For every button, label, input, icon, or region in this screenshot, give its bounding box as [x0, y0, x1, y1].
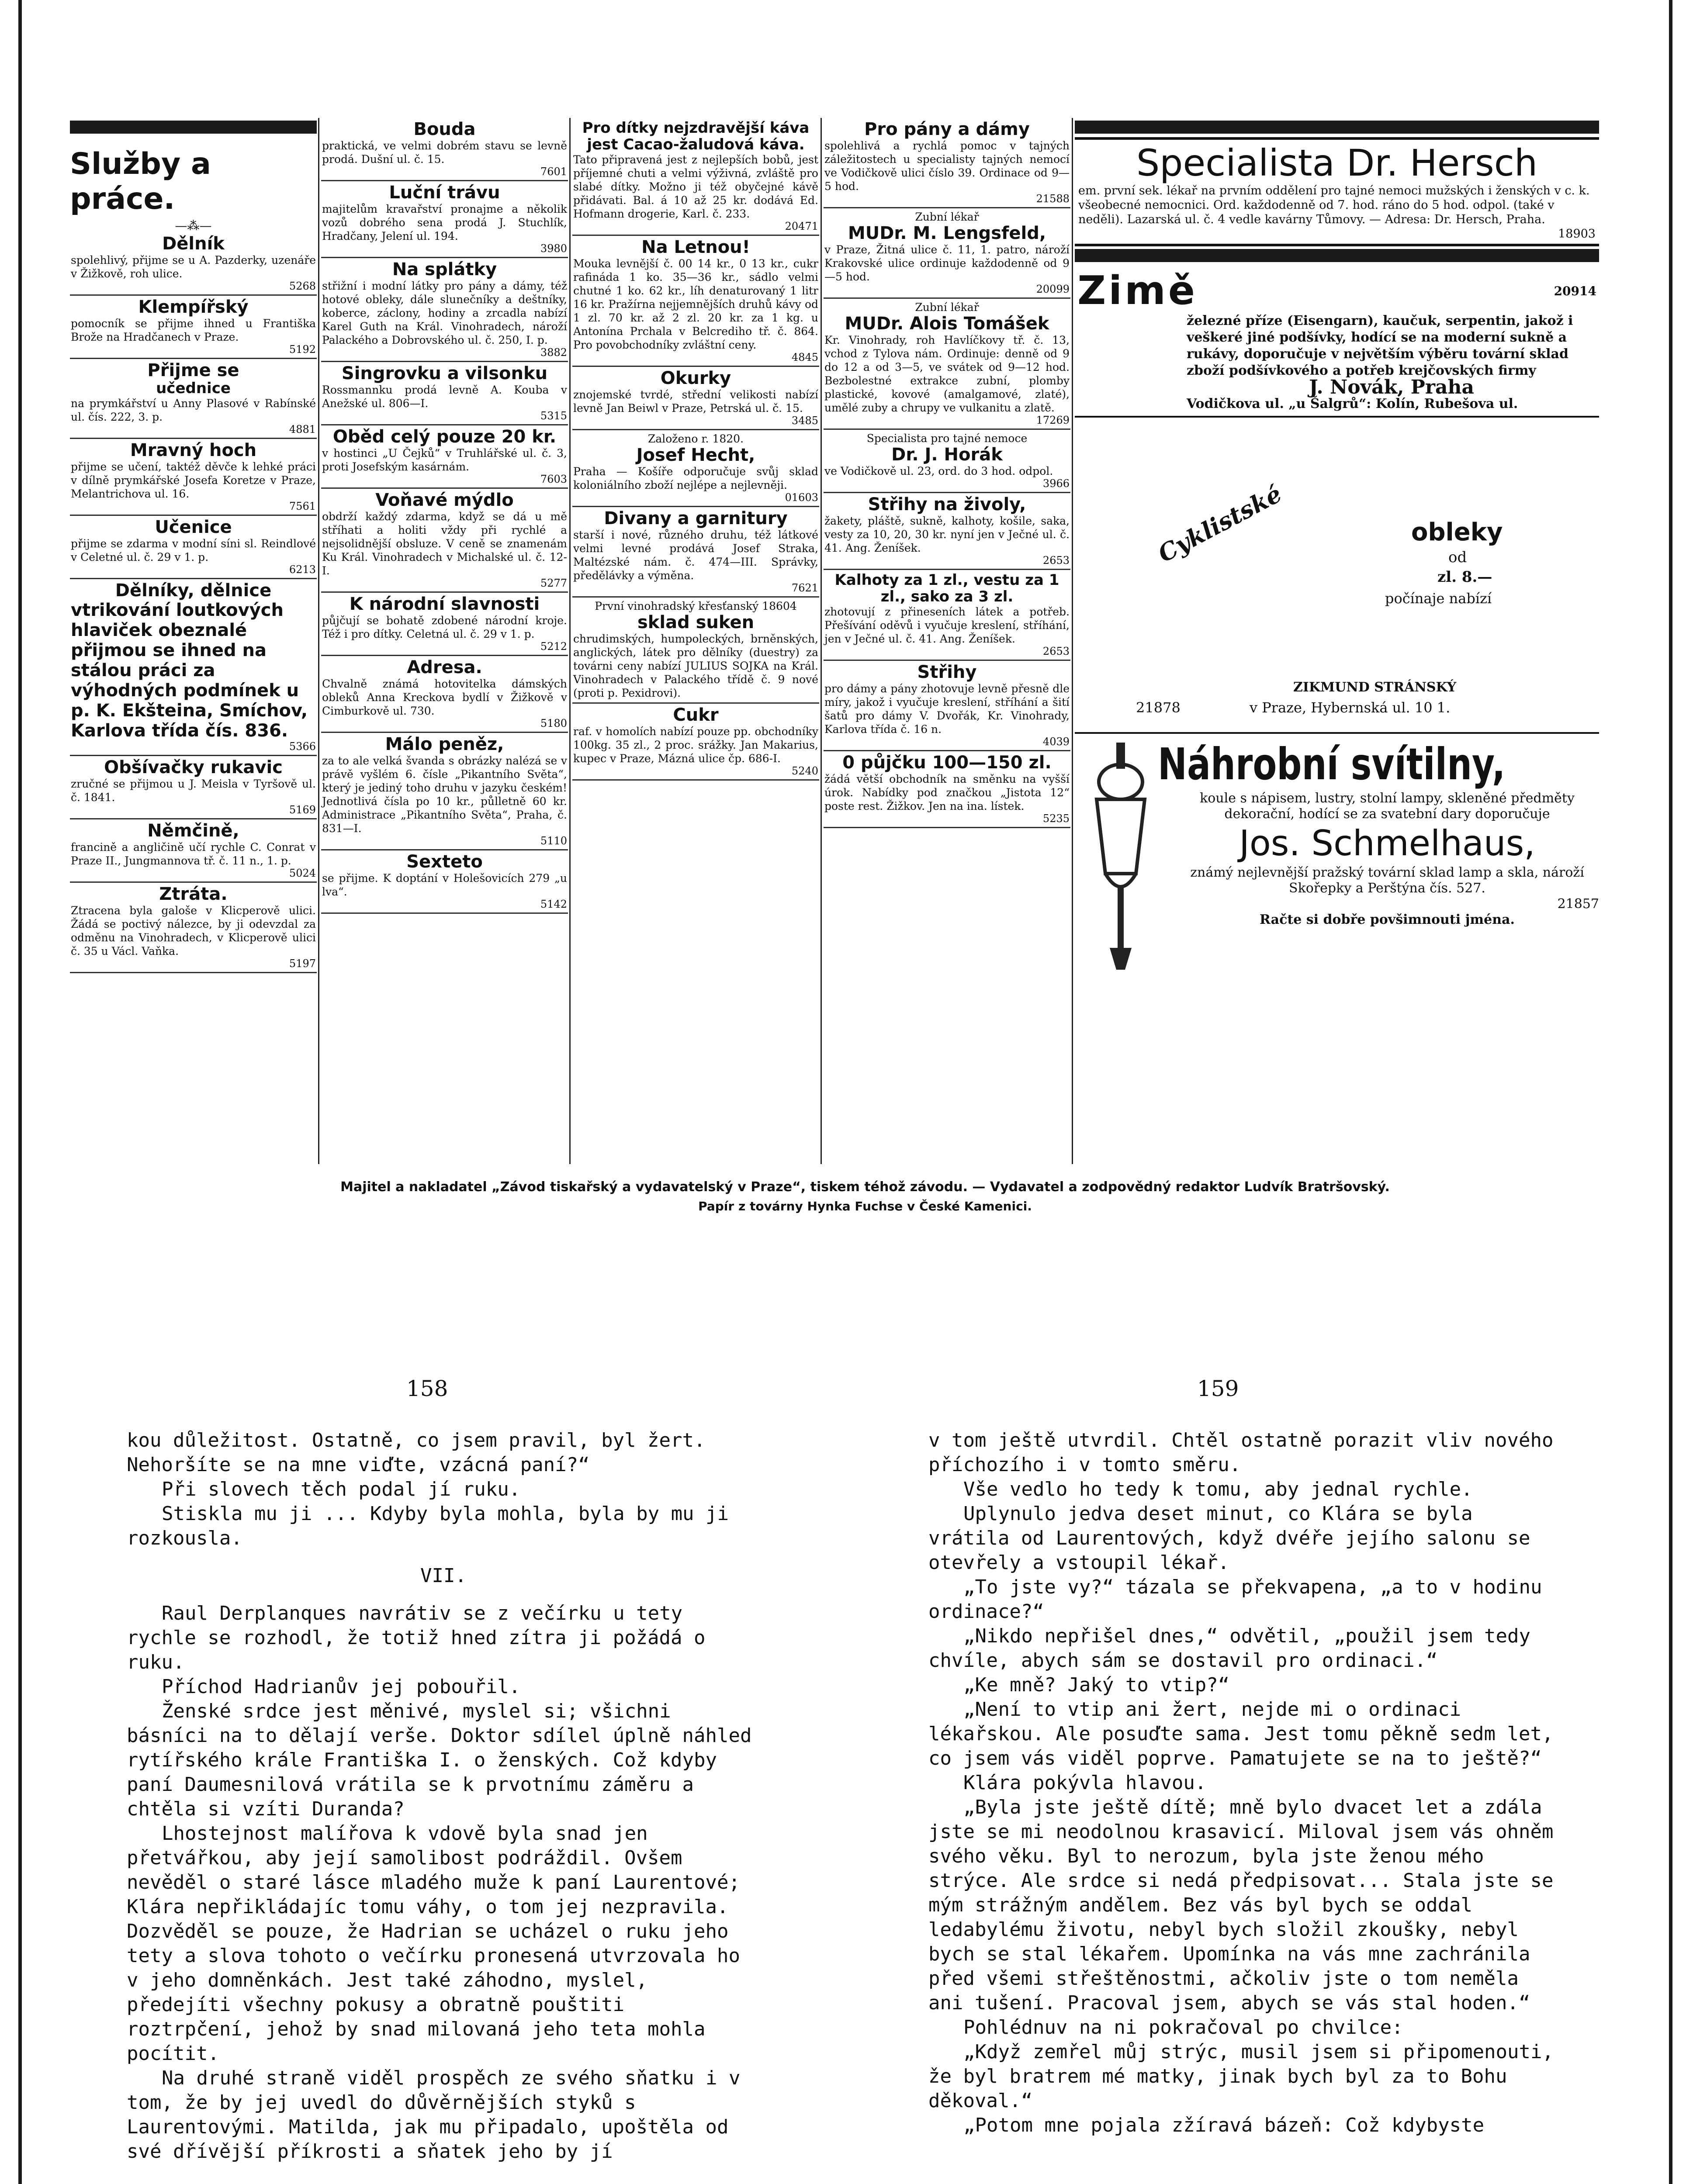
ad-body: Ztracena byla galoše v Klicperově ulici. Žádá se poctivý nálezce, by ji odevzdal za odměnu na Vinohradech, v Klicperově ulici č. 35 u Václ. Vaňka.	[71, 904, 316, 957]
ad-body: starší i nové, různého druhu, též látkové velmi levné prodává Josef Straka, Maltézské nám. č. 474—III. Správky, předělávky a výměna.	[573, 529, 818, 582]
ad-heading: Mravný hoch	[130, 440, 257, 460]
hersch-body: em. první sek. lékař na prvním oddělení pro tajné nemoci mužských i ženských v c. k. všeobecné nemocnici. Ord. každodenně od 7. hod. ráno do 5 hod. odpol. (také v neděli). Lazarská ul. č. 4 vedle kavárny Tůmovy. — Adresa: Dr. Hersch, Praha.	[1078, 184, 1590, 226]
ad-body: Kr. Vinohrady, roh Havlíčkovy tř. č. 13, vchod z Tylova nám. Ordinuje: denně od 9 do 12 a od 3—5, ve svátek od 9—12 hod. Bezbolestné extrakce zubní, plomby plastické, kovové (amalgamové, zlaté), umělé zuby a chrupy ve vulkanitu a zlatě.	[824, 334, 1070, 414]
zime-firm: J. Novák, Praha	[1309, 376, 1475, 398]
ad-body: zručné se přijmou u J. Meisla v Tyršově ul. č. 1841.	[71, 778, 316, 804]
lamp-num: 21857	[1557, 896, 1599, 912]
cyklo-od: od	[1448, 549, 1467, 566]
ad-heading: K národní slavnosti	[349, 594, 540, 614]
ad-heading: MUDr. Alois Tomášek	[845, 314, 1049, 334]
ad-number: 7561	[289, 500, 316, 512]
ads-column-3	[572, 118, 819, 1164]
classified-ad	[572, 704, 819, 781]
ad-body: spolehlivá a rychlá pomoc v tajných záležitostech u specialisty tajných nemocí ve Vodičkově ulici číslo 39. Ordinace od 9—5 hod.	[824, 139, 1070, 193]
ad-heading: Josef Hecht,	[636, 445, 755, 465]
zime-num: 20914	[1554, 283, 1596, 298]
ad-number: 5366	[289, 740, 316, 753]
classified-ad	[321, 733, 568, 850]
zime-addr: Vodičkova ul. „u Šalgrů“: Kolín, Rubešova ul.	[1187, 396, 1518, 411]
ad-heading: Střihy	[917, 662, 977, 682]
ad-number: 5235	[1042, 812, 1070, 825]
cyklo-code: 21878	[1136, 699, 1181, 716]
ad-number: 7601	[540, 166, 567, 178]
book-page-left	[127, 1428, 760, 2164]
ad-number: 7603	[540, 473, 567, 485]
ad-number: 5240	[791, 765, 818, 777]
ads-column-1	[70, 118, 317, 1164]
paragraph: Pohlédnuv na ni pokračoval po chvilce:	[963, 2016, 1403, 2039]
cyklo-arc-text: Cyklistské	[1153, 479, 1287, 568]
ad-heading: Pro pány a dámy	[864, 119, 1030, 139]
classified-ad	[321, 656, 568, 733]
lamp-line1: koule s nápisem, lustry, stolní lampy, skleněné předměty dekorační, hodící se za svatební dary doporučuje	[1200, 791, 1575, 822]
paragraph: „To jste vy?“ tázala se překvapena, „a to v hodinu ordinace?“	[928, 1576, 1542, 1623]
ad-heading: Na Letnou!	[641, 237, 750, 257]
ad-number: 3882	[540, 346, 567, 359]
ad-pre: Zubní lékař	[915, 301, 979, 314]
ad-body: ve Vodičkově ul. 23, ord. do 3 hod. odpol.	[824, 465, 1053, 477]
ad-body: obdrží každý zdarma, když se dá u mě stříhati a holiti vždy při rychlé a nejsolidnější obsluze. V ceně se znamenám Ku Král. Vinohradech v Michalské ul. č. 12-I.	[322, 510, 567, 577]
classified-ad	[824, 118, 1070, 208]
ad-heading: 0 půjčku 100—150 zl.	[842, 753, 1052, 773]
lamp-line3: Račte si dobře povšimnouti jména.	[1260, 912, 1515, 927]
decorative-bar	[1075, 121, 1599, 134]
classified-ad	[824, 751, 1070, 828]
classified-ad	[824, 493, 1070, 570]
classified-ad	[321, 489, 568, 593]
classified-ad	[321, 258, 568, 362]
ad-number: 5315	[540, 410, 567, 422]
classified-ad	[70, 883, 317, 973]
ad-subheading: učednice	[156, 380, 231, 397]
paragraph: kou důležitost. Ostatně, co jsem pravil, byl žert. Nehoršíte se na mne viďte, vzácná paní?“	[127, 1429, 706, 1476]
ad-body: Tato připravená jest z nejlepších bobů, jest příjemné chuti a velmi výživná, zvláště pro slabé dítky. Možno ji též obyčejné kávě přidávati. Bal. á 10 až 25 kr. dodává Ed. Hofmann drogerie, Karl. č. 233.	[573, 153, 818, 220]
column-rule	[318, 118, 319, 1164]
ad-pre: Zubní lékař	[915, 211, 979, 223]
column-rule	[1072, 118, 1073, 1164]
ad-pre: Specialista pro tajné nemoce	[866, 432, 1028, 445]
decorative-bar	[70, 121, 317, 134]
zime-body: železné příze (Eisengarn), kaučuk, serpentin, jakož i veškeré jiné podšívky, hodící se na moderní sukně a rukávy, doporučuje v největším výběru tovární sklad zboží podšívkového a potřeb krejčovských firmy	[1187, 313, 1573, 378]
ad-body: na prymkářství u Anny Plasové v Rabínské ul. čís. 222, 3. p.	[71, 397, 316, 423]
ad-body: se přijme. K doptání v Holešovicích 279 „u lva“.	[322, 872, 567, 898]
ad-number: 5110	[540, 835, 567, 847]
ad-body: pomocník se přijme ihned u Františka Brože na Hradčanech v Praze.	[71, 317, 316, 343]
ad-number: 6213	[289, 563, 316, 576]
classified-ad	[321, 362, 568, 425]
ad-body: půjčují se bohatě zdobené národní kroje. Též i pro dítky. Celetná ul. č. 29 v 1. p.	[322, 614, 567, 640]
paper-line: Papír z továrny Hynka Fuchse v České Kamenici.	[698, 1199, 1032, 1213]
paragraph: Uplynulo jedva deset minut, co Klára se byla vrátila od Laurentových, když dvéře jejího salonu se otevřely a vstoupil lékař.	[928, 1503, 1530, 1574]
ad-number: 21588	[1036, 193, 1070, 205]
ad-body: chrudimských, humpoleckých, brněnských, anglických, látek pro dělníky (duestry) za továrni ceny nabízí JULIUS SOJKA na Král. Vinohradech v Palackého třídě č. 9 nové (proti p. Pexidrovi).	[573, 632, 818, 699]
ad-heading: Přijme se	[147, 360, 239, 380]
classified-ad	[572, 236, 819, 367]
ad-number: 5277	[540, 577, 567, 589]
ad-body: pro dámy a pány zhotovuje levně přesně dle míry, jakož i vyučuje kreslení, stříhání a šití šatů pro dámy V. Dvořák, Kr. Vinohrady, Karlova třída č. 16 n.	[824, 682, 1070, 736]
ad-number: 5142	[540, 898, 567, 910]
ad-body: za to ale velká švanda s obrázky nalézá se v právě vyšlém 6. čísle „Pikantního Světa“, který je jediný toho druhu v jazyku českém! Jednotlivá čísla po 10 kr., půlletně 60 kr. Administrace „Pikantního Světa“, Praha, č. 831—I.	[322, 754, 567, 835]
paragraph: „Ke mně? Jaký to vtip?“	[963, 1674, 1230, 1696]
classified-ad	[824, 208, 1070, 299]
ad-heading: Dělníky, dělnice	[115, 581, 272, 601]
cyklo-ad	[1075, 418, 1599, 734]
ad-heading: sklad suken	[637, 612, 755, 632]
lamp-ad	[1075, 734, 1599, 983]
hersch-title: Specialista Dr. Hersch	[1136, 142, 1538, 184]
ad-number: 01603	[785, 491, 818, 504]
paragraph: Vše vedlo ho tedy k tomu, aby jednal rychle.	[963, 1478, 1473, 1500]
ad-heading: Na splátky	[392, 259, 497, 280]
ad-number: 4039	[1042, 736, 1070, 748]
ad-body: znojemské tvrdé, střední velikosti nabízí levně Jan Beiwl v Praze, Petrská ul. č. 15.	[573, 388, 818, 415]
ad-number: 3966	[1042, 477, 1070, 490]
classified-ad	[572, 430, 819, 507]
paragraph: Raul Derplanques navrátiv se z večírku u tety rychle se rozhodl, že totiž hned zítra ji požádá o ruku.	[127, 1602, 706, 1673]
chapter-heading: VII.	[420, 1565, 467, 1587]
ad-heading: Učenice	[155, 517, 232, 537]
ad-body: zhotovují z přineseních látek a potřeb. Přešívání oděvů i vyučuje kreslení, stříhání, jen v Ječné ul. č. 41. Ang. Ženíšek.	[824, 605, 1070, 645]
lamp-firm: Jos. Schmelhaus,	[1239, 823, 1535, 864]
ad-number: 20471	[785, 220, 818, 232]
classified-ad	[572, 507, 819, 598]
ad-heading: Luční trávu	[389, 183, 500, 203]
paragraph: Ženské srdce jest měnivé, myslel si; všichni básníci na to dělají verše. Doktor sdílel úplně náhled rytířského krále Františka I. o ženských. Což kdyby paní Daumesnilová vrátila se k prvotnímu záměru a chtěla si vzíti Duranda?	[127, 1700, 752, 1820]
classified-ad	[321, 850, 568, 914]
column-rule	[569, 118, 571, 1164]
classified-ad	[70, 516, 317, 579]
classified-ad	[70, 439, 317, 516]
ad-number: 17269	[1036, 414, 1070, 426]
classified-ad	[824, 570, 1070, 661]
paragraph: Stiskla mu ji ... Kdyby byla mohla, byla by mu ji rozkousla.	[127, 1503, 729, 1549]
column-rule	[821, 118, 822, 1164]
ad-number: 20099	[1036, 283, 1070, 295]
ad-number: 4845	[791, 351, 818, 363]
ad-number: 5212	[540, 640, 567, 653]
classified-ad	[824, 661, 1070, 751]
classified-ad	[572, 118, 819, 236]
paragraph: Lhostejnost malířova k vdově byla snad jen přetvářkou, aby její samolibost podráždil. Ovšem nevěděl o staré lásce mladého muže k paní Laurentové; Klára nepřikládajíc tomu váhy, o tom jej nezpravila. Dozvěděl se pouze, že Hadrian se ucházel o ruku jeho tety a slova tohoto o večírku pronesená utvrzovala ho v jeho domněnkách. Jest také záhodno, myslel, předejíti všechny pokusy a obratně pouštiti roztrpčení, jehož by snad milovaná jeho teta mohla pocítit.	[127, 1822, 740, 2065]
classified-ad	[321, 118, 568, 181]
ad-number: 2653	[1042, 554, 1070, 567]
lamp-title: Náhrobní svítilny,	[1158, 739, 1506, 790]
paragraph: Klára pokývla hlavou.	[963, 1772, 1207, 1794]
decorative-bar	[1075, 249, 1599, 262]
ad-number: 5169	[289, 804, 316, 816]
paragraph: Při slovech těch podal jí ruku.	[162, 1478, 521, 1500]
ad-body: Mouka levnější č. 00 14 kr., 0 13 kr., cukr rafináda 1 ko. 35—36 kr., sádlo velmi chutné 1 ko. 62 kr., líh denaturovaný 1 litr 16 kr. Pražírna nejjemnějších druhů kávy od 1 zl. 70 kr. až 2 zl. 20 kr. za 1 kg. u Antonína Prchala v Belcrediho tř. č. 864. Pro povobchodníky zvláštní ceny.	[573, 257, 818, 351]
zime-title: Zimě	[1077, 268, 1198, 314]
paragraph: „Potom mne pojala zžíravá bázeň: Což kdybyste	[963, 2114, 1485, 2136]
classified-ad	[70, 579, 317, 756]
ad-number: 5197	[289, 957, 316, 970]
hersch-ad	[1075, 137, 1599, 246]
paragraph: v tom ještě utvrdil. Chtěl ostatně porazit vliv nového příchozího i v tomto směru.	[928, 1429, 1554, 1476]
section-title: Služby a práce.	[70, 147, 211, 216]
ad-heading: Obšívačky rukavic	[104, 757, 283, 778]
ad-body: majitelům kravařství pronajme a několik vozů dobrého sena prodá J. Stuchlík, Hradčany, Jelení ul. 194.	[322, 203, 567, 242]
zime-ad	[1075, 266, 1599, 418]
ad-number: 3485	[791, 415, 818, 427]
classified-ad	[572, 598, 819, 704]
ad-big-text: vtrikování loutkových hlaviček obeznalé přijmou se ihned na stálou práci za výhodných podmínek u p. K. Ekšteina, Smíchov, Karlova třída čís. 836.	[71, 600, 308, 741]
paragraph: „Nikdo nepřišel dnes,“ odvětil, „použil jsem tedy chvíle, abych sám se dostavil pro ordinaci.“	[928, 1625, 1531, 1672]
ad-number: 7621	[791, 582, 818, 594]
paragraph: Na druhé straně viděl prospěch ze svého sňatku i v tom, že by jej uvedl do důvěrnějších styků s Laurentovými. Matilda, jak mu připadalo, upoštěla od své dřívější příkrosti a sňatek jeho by jí	[127, 2067, 741, 2163]
ad-body: francině a angličině učí rychle C. Conrat v Praze II., Jungmannova tř. č. 11 n., 1. p.	[71, 841, 316, 867]
ad-heading: Střihy na živoly,	[868, 494, 1026, 515]
ad-body: přijme se zdarma v modní síni sl. Reindlové v Celetné ul. č. 29 v 1. p.	[71, 537, 316, 563]
classified-ad	[572, 367, 819, 430]
ad-heading: MUDr. M. Lengsfeld,	[848, 223, 1046, 243]
cyklo-obleky: obleky	[1411, 518, 1503, 546]
page-number-left: 158	[406, 1376, 448, 1401]
classified-ad	[824, 299, 1070, 430]
ad-heading: Singrovku a vilsonku	[341, 363, 548, 384]
ad-pre: Založeno r. 1820.	[647, 432, 744, 445]
ad-number: 5192	[289, 343, 316, 356]
ad-heading: Ztráta.	[159, 884, 228, 904]
ad-body: v hostinci „U Čejků“ v Truhlářské ul. č. 3, proti Josefským kasárnám.	[322, 447, 567, 473]
classified-ad	[321, 181, 568, 258]
ad-heading: Pro dítky nejzdravější káva jest Cacao-žaludová káva.	[582, 119, 810, 153]
ad-heading: Okurky	[660, 368, 731, 388]
ad-heading: Oběd celý pouze 20 kr.	[332, 427, 557, 447]
ad-body: přijme se učení, taktéž děvče k lehké práci v dílně prymkářské Josefa Koretze v Praze, Melantrichova ul. 16.	[71, 460, 316, 500]
ad-body: raf. v homolích nabízí pouze pp. obchodníky 100kg. 35 zl., 2 proc. srážky. Jan Makarius, kupec v Praze, Mázná ulice čp. 686-I.	[573, 725, 818, 765]
ad-body: Praha — Košíře odporučuje svůj sklad koloniálního zboží nejlépe a nejlevněji.	[573, 465, 818, 491]
page-number-right: 159	[1197, 1376, 1239, 1401]
ad-body: střižní i modní látky pro pány a dámy, též hotové obleky, dále slunečníky a deštníky, koberce, záclony, hodiny a zrcadla nabízí Karel Guth na Král. Vinohradech, nároží Palackého a Dobrovského ul. č. 250, I. p.	[322, 280, 567, 346]
ad-heading: Dr. J. Horák	[891, 445, 1003, 465]
ads-column-2	[321, 118, 568, 1164]
ads-column-4	[824, 118, 1070, 1164]
ad-number: 4881	[289, 423, 316, 435]
ads-column-5	[1075, 118, 1599, 1164]
ad-heading: Voňavé mýdlo	[375, 490, 514, 510]
classified-ad	[70, 296, 317, 359]
lantern-icon	[1084, 743, 1158, 970]
advertisement-page	[70, 118, 1599, 1168]
classified-ad	[70, 819, 317, 883]
cyklo-firm: ZIKMUND STRÁNSKÝ	[1293, 680, 1457, 695]
ad-number: 5180	[540, 717, 567, 729]
ad-heading: Divany a garnitury	[604, 508, 788, 529]
imprint-line: Majitel a nakladatel „Závod tiskařský a vydavatelský v Praze“, tiskem téhož závodu. — Vydavatel a zodpovědný redaktor Ludvík Bratršovský.	[340, 1179, 1390, 1195]
ad-heading: Sexteto	[406, 852, 483, 872]
cyklo-price: zl. 8.—	[1437, 568, 1492, 586]
ad-heading: Kalhoty za 1 zl., vestu za 1 zl., sako za 3 zl.	[834, 571, 1059, 605]
ad-body: spolehlivý, přijme se u A. Pazderky, uzenáře v Žižkově, roh ulice.	[71, 254, 316, 280]
ad-body: Rossmannku prodá levně A. Kouba v Anežské ul. 806—I.	[322, 384, 567, 410]
ad-number: 5024	[289, 867, 316, 879]
ad-body: praktická, ve velmi dobrém stavu se levně prodá. Dušní ul. č. 15.	[322, 139, 567, 166]
cyklo-pocinaje: počínaje nabízí	[1385, 590, 1492, 607]
ad-heading: Dělník	[162, 234, 225, 254]
classified-ad	[70, 359, 317, 439]
ad-body: žakety, pláště, sukně, kalhoty, košile, saka, vesty za 10, 20, 30 kr. nyní jen v Ječné ul. č. 41. Ang. Ženíšek.	[824, 515, 1070, 554]
classified-ad	[321, 593, 568, 656]
ad-pre: První vinohradský křesťanský 18604	[595, 600, 797, 612]
ad-heading: Bouda	[413, 119, 476, 139]
paragraph: „Byla jste ještě dítě; mně bylo dvacet let a zdála jste se mi neodolnou krasavicí. Miloval jsem vás ohněm svého věku. Byl to nerozum, byla jste ženou mého strýce. Ale srdce si nedá předpisovat... Stala jste se mým strážným andělem. Bez vás byl bych se oddal ledabylému životu, nebyl bych složil zkoušky, nebyl bych se stal lékařem. Upomínka na vás mne zachránila před všemi střeštěnostmi, ačkoliv jste o tom neměla ani tušení. Pracoval jsem, abych se vás stal hoden.“	[928, 1796, 1554, 2014]
classified-ad	[321, 425, 568, 489]
paragraph: „Když zemřel můj strýc, musil jsem si připomenouti, že byl bratrem mé matky, jinak bych byl za to Bohu děkoval.“	[928, 2041, 1554, 2112]
classified-ad	[70, 232, 317, 296]
ad-body: žádá větší obchodník na směnku na vyšší úrok. Nabídky pod značkou „Jistota 12“ poste rest. Žižkov. Jen na ina. lístek.	[824, 773, 1070, 812]
classified-ad	[824, 430, 1070, 493]
divider-ornament: —⁂—	[175, 218, 212, 233]
ad-number: 3980	[540, 242, 567, 255]
ad-number: 2653	[1042, 645, 1070, 657]
book-page-right	[928, 1428, 1562, 2138]
ad-body: Chvalně známá hotovitelka dámských obleků Anna Kreckova bydlí v Žižkově v Cimburkově ul. 730.	[322, 677, 567, 717]
ad-heading: Cukr	[673, 705, 719, 725]
ad-heading: Klempířský	[138, 297, 249, 317]
cyklo-addr: v Praze, Hybernská ul. 10 1.	[1250, 699, 1451, 716]
paragraph: Příchod Hadrianův jej pobouřil.	[162, 1676, 521, 1698]
paragraph: „Není to vtip ani žert, nejde mi o ordinaci lékařskou. Ale posuďte sama. Jest tomu pěkně sedm let, co jsem vás viděl poprve. Pamatujete se na to ještě?“	[928, 1698, 1554, 1769]
ad-body: v Praze, Žitná ulice č. 11, 1. patro, nároží Krakovské ulice ordinuje každodenně od 9—5 hod.	[824, 243, 1070, 283]
ad-heading: Němčině,	[147, 821, 239, 841]
ad-heading: Adresa.	[407, 657, 482, 677]
lamp-line2: známý nejlevnější pražský tovární sklad lamp a skla, nároží Skořepky a Perštýna čís. 527.	[1190, 865, 1584, 896]
hersch-num: 18903	[1558, 227, 1596, 241]
ad-number: 5268	[289, 280, 316, 292]
ad-heading: Málo peněz,	[385, 734, 504, 754]
classified-ad	[70, 756, 317, 819]
